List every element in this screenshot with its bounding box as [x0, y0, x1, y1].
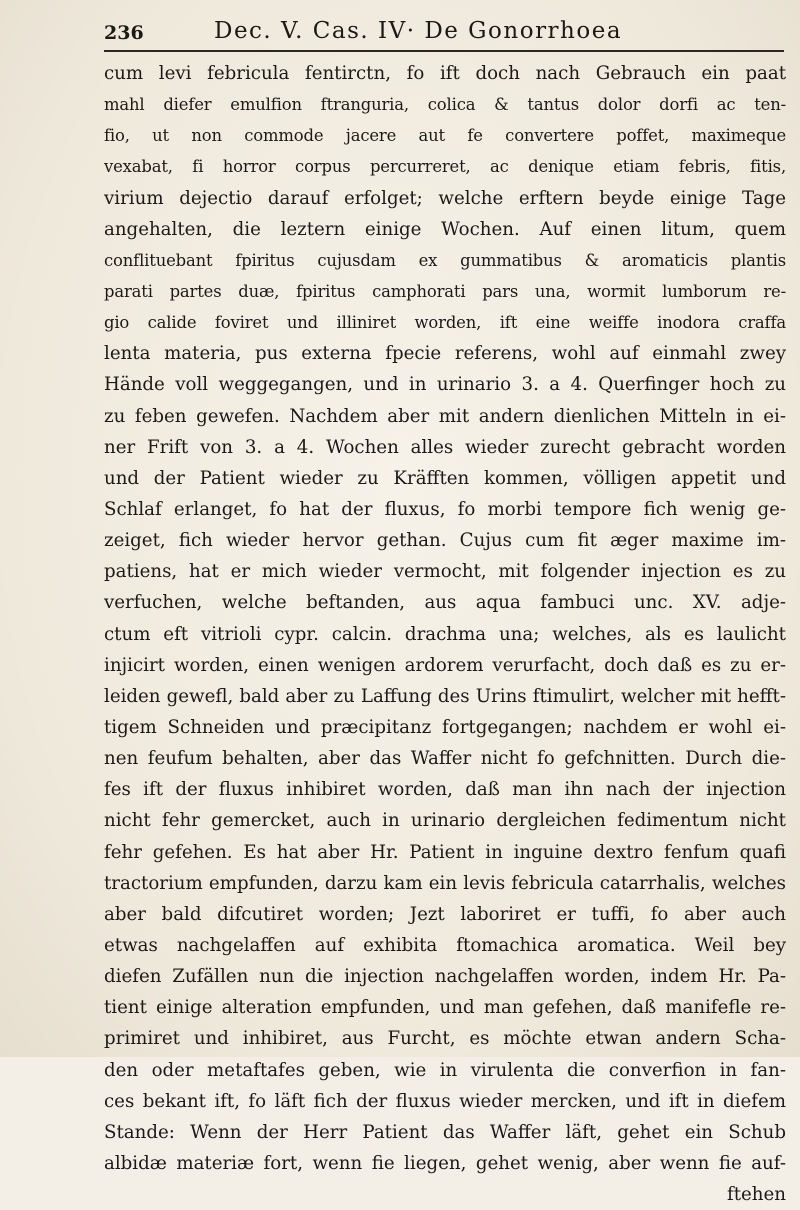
text-line: virium dejectio darauf erfolget; welche erftern beyde einige Tage	[104, 187, 786, 209]
text-line: Schlaf erlanget, fo hat der fluxus, fo morbi tempore fich wenig ge-	[104, 498, 786, 520]
text-line: Stande: Wenn der Herr Patient das Waffer läft, gehet ein Schub	[104, 1121, 786, 1143]
running-title: Dec. V. Cas. IV· De Gonorrhoea	[214, 18, 623, 44]
header-rule	[104, 50, 784, 52]
page-number: 236	[104, 22, 144, 44]
text-line: diefen Zufällen nun die injection nachgelaffen worden, indem Hr. Pa-	[104, 966, 786, 988]
text-line: ftehen	[727, 1184, 786, 1206]
text-line: und der Patient wieder zu Kräfften kommen, völligen appetit und	[104, 467, 786, 489]
text-line: conflituebant fpiritus cujusdam ex gummatibus & aromaticis plantis	[104, 250, 786, 270]
text-line: patiens, hat er mich wieder vermocht, mit folgender injection es zu	[104, 561, 786, 583]
text-line: vexabat, fi horror corpus percurreret, ac denique etiam febris, fitis,	[104, 157, 786, 177]
text-line: parati partes duæ, fpiritus camphorati pars una, wormit lumborum re-	[104, 281, 786, 301]
text-line: gio calide foviret und illiniret worden, ift eine weiffe inodora craffa	[104, 313, 786, 333]
text-line: fehr gefehen. Es hat aber Hr. Patient in inguine dextro fenfum quafi	[104, 841, 786, 863]
text-line: tient einige alteration empfunden, und man gefehen, daß manifefle re-	[104, 997, 786, 1019]
text-line: fes ift der fluxus inhibiret worden, daß man ihn nach der injection	[104, 779, 786, 801]
text-line: nicht fehr gemercket, auch in urinario dergleichen fedimentum nicht	[104, 810, 786, 832]
text-line: mahl diefer emulfion ftranguria, colica & tantus dolor dorfi ac ten-	[104, 95, 786, 115]
text-line: tractorium empfunden, darzu kam ein levis febricula catarrhalis, welches	[104, 872, 786, 894]
page-header	[104, 10, 784, 50]
text-line: lenta materia, pus externa fpecie referens, wohl auf einmahl zwey	[104, 343, 786, 365]
text-line: Hände voll weggegangen, und in urinario 3. a 4. Querfinger hoch zu	[104, 374, 786, 396]
text-line: etwas nachgelaffen auf exhibita ftomachica aromatica. Weil bey	[104, 934, 786, 956]
body-text	[104, 58, 786, 1210]
text-line: den oder metaftafes geben, wie in virulenta die converfion in fan-	[104, 1059, 786, 1081]
text-line: verfuchen, welche beftanden, aus aqua fambuci unc. XV. adje-	[104, 592, 786, 614]
text-line: injicirt worden, einen wenigen ardorem verurfacht, doch daß es zu er-	[104, 654, 786, 676]
text-line: ctum eft vitrioli cypr. calcin. drachma una; welches, als es laulicht	[104, 623, 786, 645]
text-line: leiden gewefl, bald aber zu Laffung des Urins ftimulirt, welcher mit hefft-	[104, 685, 786, 707]
text-line: aber bald difcutiret worden; Jezt laboriret er tuffi, fo aber auch	[104, 903, 786, 925]
text-line: zu feben gewefen. Nachdem aber mit andern dienlichen Mitteln in ei-	[104, 405, 786, 427]
text-line: tigem Schneiden und præcipitanz fortgegangen; nachdem er wohl ei-	[104, 716, 786, 738]
text-line: primiret und inhibiret, aus Furcht, es möchte etwan andern Scha-	[104, 1028, 786, 1050]
text-line: ces bekant ift, fo läft fich der fluxus wieder mercken, und ift in diefem	[104, 1090, 786, 1112]
text-line: zeiget, fich wieder hervor gethan. Cujus cum fit æger maxime im-	[104, 530, 786, 552]
text-line: cum levi febricula fentirctn, fo ift doch nach Gebrauch ein paat	[104, 63, 786, 84]
text-line: ner Frift von 3. a 4. Wochen alles wieder zurecht gebracht worden	[104, 436, 786, 458]
text-line: albidæ materiæ fort, wenn fie liegen, gehet wenig, aber wenn fie auf-	[104, 1152, 786, 1174]
text-line: nen feufum behalten, aber das Waffer nicht fo gefchnitten. Durch die-	[104, 748, 786, 770]
text-line: fio, ut non commode jacere aut fe convertere poffet, maximeque	[104, 126, 786, 146]
text-line: angehalten, die leztern einige Wochen. Auf einen litum, quem	[104, 218, 786, 240]
